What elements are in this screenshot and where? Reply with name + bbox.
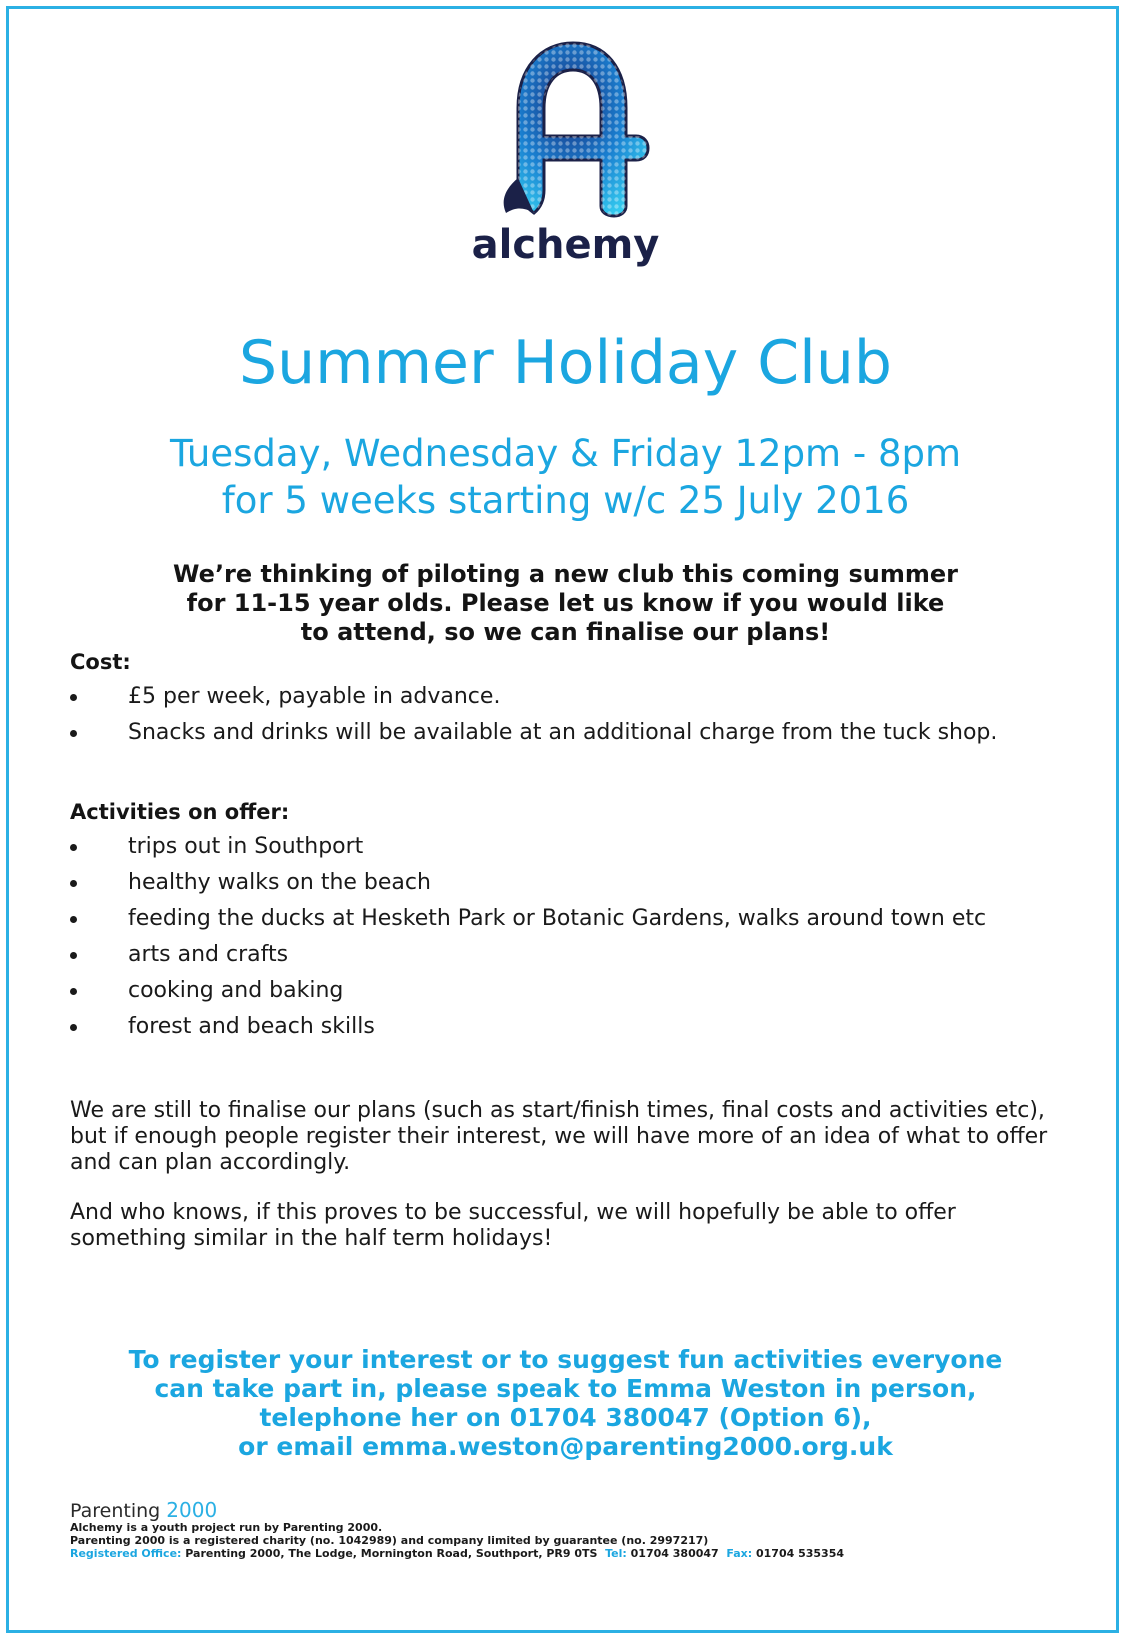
footer [70,1500,1070,1560]
activities-section [70,800,1070,1050]
intro-line: We’re thinking of piloting a new club this coming summer [173,560,958,588]
cost-section [70,650,1070,756]
cost-heading: Cost: [70,650,131,674]
call-to-action [0,1345,1131,1461]
cta-line: or email emma.weston@parenting2000.org.uk [238,1432,893,1461]
bullet-icon [70,988,77,995]
footer-line: Alchemy is a youth project run by Parenting 2000. [70,1521,383,1534]
intro-line: for 11-15 year olds. Please let us know if you would like [186,589,945,617]
intro-line: to attend, so we can finalise our plans! [300,618,831,646]
subtitle-days: Tuesday, Wednesday & Friday 12pm - 8pm [169,432,962,475]
list-item: cooking and baking [70,978,1070,1004]
cta-line: telephone her on 01704 380047 (Option 6), [259,1403,872,1432]
cta-line: can take part in, please speak to Emma Weston in person, [154,1374,977,1403]
alchemy-wordmark: alchemy [471,222,660,268]
list-item: Snacks and drinks will be available at an additional charge from the tuck shop. [70,720,1070,746]
activities-heading: Activities on offer: [70,800,290,824]
bullet-icon [70,694,77,701]
subtitle-dates: for 5 weeks starting w/c 25 July 2016 [221,479,910,522]
page-subtitle [0,430,1131,524]
who-knows-paragraph: And who knows, if this proves to be successful, we will hopefully be able to offer something similar in the half term holidays! [70,1200,956,1251]
list-item: £5 per week, payable in advance. [70,684,1070,710]
plans-paragraph: We are still to finalise our plans (such as start/finish times, final costs and activities etc), but if enough people register their interest, we will have more of an idea of what to offer and can plan accordingly. [70,1098,1048,1175]
bullet-icon [70,880,77,887]
page-title: Summer Holiday Club [239,328,892,398]
bullet-icon [70,952,77,959]
list-item: arts and crafts [70,942,1070,968]
list-item: trips out in Southport [70,834,1070,860]
bullet-icon [70,844,77,851]
parenting-2000-logo: Parenting 2000 [70,1498,218,1522]
alchemy-logo [0,28,1131,268]
footer-office-line: Registered Office: Parenting 2000, The Lodge, Mornington Road, Southport, PR9 0TS Tel: 01704 380047 Fax: 01704 535354 [70,1547,845,1560]
list-item: feeding the ducks at Hesketh Park or Botanic Gardens, walks around town etc [70,906,1070,932]
list-item: healthy walks on the beach [70,870,1070,896]
footer-line: Parenting 2000 is a registered charity (no. 1042989) and company limited by guarantee (no. 2997217) [70,1534,709,1547]
cta-line: To register your interest or to suggest fun activities everyone [128,1345,1003,1374]
alchemy-a-icon [466,28,666,228]
bullet-icon [70,916,77,923]
bullet-icon [70,1024,77,1031]
intro-text [0,560,1131,647]
bullet-icon [70,730,77,737]
activities-list [70,834,1070,1040]
cost-list [70,684,1070,746]
list-item: forest and beach skills [70,1014,1070,1040]
